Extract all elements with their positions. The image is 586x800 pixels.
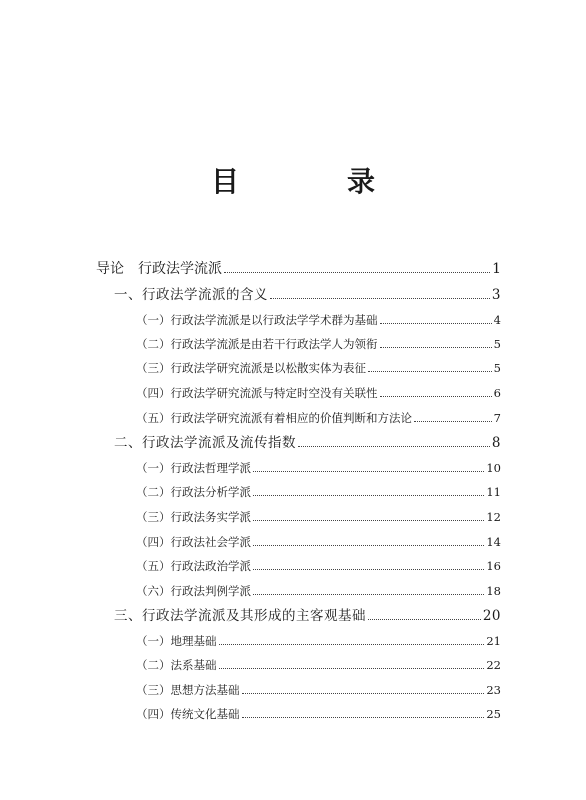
- dot-leader: [224, 258, 490, 273]
- toc-entry-page: 23: [486, 683, 501, 697]
- dot-leader: [253, 555, 484, 570]
- toc-entry-label: （三）行政法务实学派: [136, 510, 251, 524]
- toc-entry-page: 22: [486, 658, 501, 672]
- toc-entry: [136, 309, 501, 331]
- dot-leader: [270, 284, 490, 299]
- toc-entry-page: 4: [493, 313, 501, 327]
- toc-entry-label: （四）行政法学研究流派与特定时空没有关联性: [136, 386, 378, 400]
- toc-entry-page: 6: [493, 386, 501, 400]
- toc-entry-label: （三）思想方法基础: [136, 683, 240, 697]
- dot-leader: [380, 382, 492, 397]
- toc-entry-page: 18: [486, 584, 501, 598]
- toc-entry: [136, 481, 501, 503]
- toc-entry-page: 21: [486, 634, 501, 648]
- toc-entry-label: （二）法系基础: [136, 658, 217, 672]
- dot-leader: [380, 333, 492, 348]
- toc-entry-label: （六）行政法判例学派: [136, 584, 251, 598]
- toc-entry: [136, 654, 501, 676]
- page-title: 目 录: [210, 165, 415, 198]
- toc-entry: [136, 679, 501, 701]
- toc-entry-label: 二、行政法学流派及流传指数: [114, 435, 296, 451]
- toc-entry-label: （三）行政法学研究流派是以松散实体为表征: [136, 361, 366, 375]
- toc-entry-label: （一）行政法学流派是以行政法学学术群为基础: [136, 313, 378, 327]
- toc-entry-label: （一）行政法哲理学派: [136, 461, 251, 475]
- toc-entry-label: （五）行政法学研究流派有着相应的价值判断和方法论: [136, 411, 412, 425]
- dot-leader: [414, 407, 492, 422]
- toc-entry: [136, 703, 501, 725]
- toc-entry: [96, 258, 501, 280]
- toc-entry-label: （四）传统文化基础: [136, 707, 240, 721]
- toc-entry-page: 3: [491, 287, 501, 303]
- toc-entry: [136, 506, 501, 528]
- toc-entry: [136, 457, 501, 479]
- toc-entry-page: 12: [486, 510, 501, 524]
- toc-entry-label: （二）行政法分析学派: [136, 485, 251, 499]
- dot-leader: [219, 654, 485, 669]
- toc-entry-label: （五）行政法政治学派: [136, 559, 251, 573]
- dot-leader: [242, 679, 485, 694]
- toc-entry-page: 5: [493, 337, 501, 351]
- dot-leader: [253, 457, 484, 472]
- toc-entry: [136, 333, 501, 355]
- toc-entry: [136, 382, 501, 404]
- dot-leader: [253, 531, 484, 546]
- dot-leader: [253, 506, 484, 521]
- toc-entry-page: 8: [491, 435, 501, 451]
- toc-entry: [136, 531, 501, 553]
- toc-entry-page: 14: [486, 535, 501, 549]
- toc-entry: [136, 630, 501, 652]
- dot-leader: [380, 309, 492, 324]
- toc-entry: [136, 357, 501, 379]
- toc-entry-label: 导论 行政法学流派: [96, 261, 222, 277]
- toc-entry-page: 11: [486, 485, 501, 499]
- dot-leader: [253, 481, 484, 496]
- toc-entry: [136, 580, 501, 602]
- toc-entry-label: 一、行政法学流派的含义: [114, 287, 268, 303]
- dot-leader: [368, 605, 481, 620]
- dot-leader: [242, 703, 485, 718]
- toc-entry-page: 5: [493, 361, 501, 375]
- toc-entry-page: 7: [493, 411, 501, 425]
- dot-leader: [219, 630, 485, 645]
- toc-entry-label: 三、行政法学流派及其形成的主客观基础: [114, 608, 366, 624]
- toc-entry: [136, 555, 501, 577]
- toc-entry: [136, 407, 501, 429]
- toc-entry-label: （二）行政法学流派是由若干行政法学人为领衔: [136, 337, 378, 351]
- toc-entry-label: （一）地理基础: [136, 634, 217, 648]
- toc-entry: [114, 605, 501, 627]
- toc-entry: [114, 284, 501, 306]
- toc-entry-page: 20: [482, 608, 501, 624]
- toc-entry-page: 10: [486, 461, 501, 475]
- toc-entry-page: 25: [486, 707, 501, 721]
- toc-entry: [114, 432, 501, 454]
- dot-leader: [298, 432, 490, 447]
- toc-entry-label: （四）行政法社会学派: [136, 535, 251, 549]
- dot-leader: [368, 357, 492, 372]
- toc-entry-page: 1: [492, 261, 501, 277]
- toc-entry-page: 16: [486, 559, 501, 573]
- dot-leader: [253, 580, 484, 595]
